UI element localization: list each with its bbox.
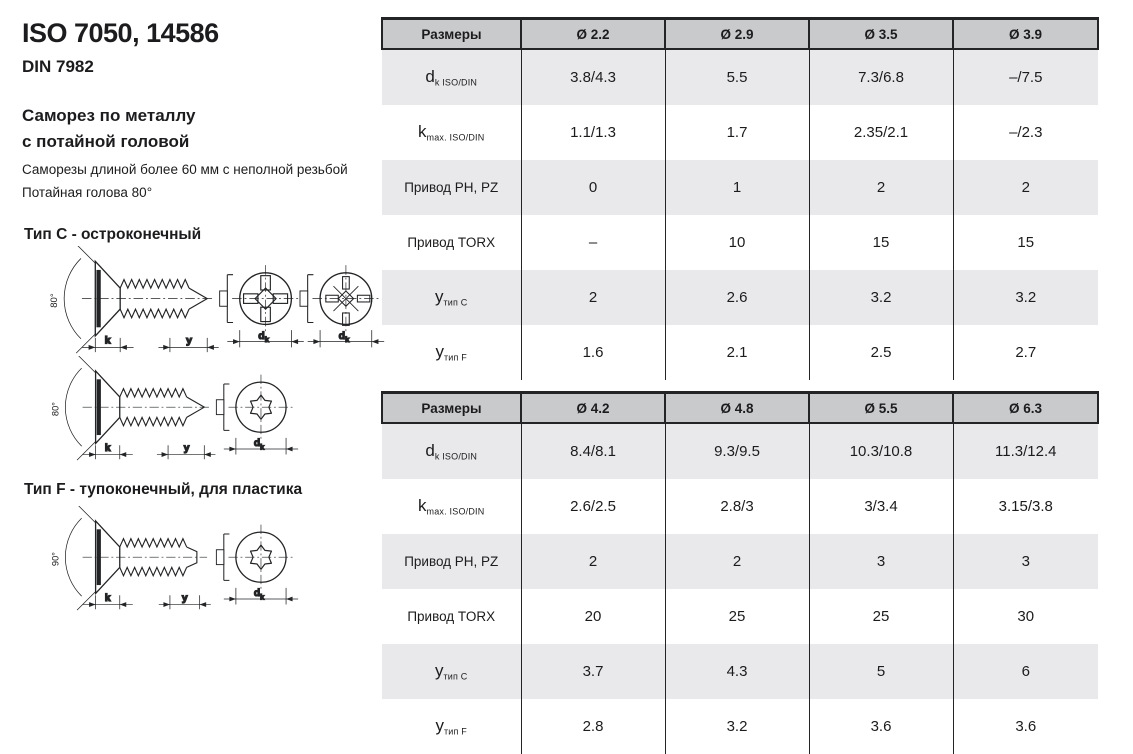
description-line1: Саморезы длиной более 60 мм с неполной резьбой (22, 162, 348, 177)
value-cell: 3.2 (953, 270, 1098, 325)
value-cell: 2.1 (665, 325, 809, 380)
table-row (382, 644, 1098, 699)
table-header-row (382, 393, 1098, 424)
value-cell: 10 (665, 215, 809, 270)
table-row (382, 325, 1098, 380)
value-cell: 3.6 (809, 699, 953, 754)
value-cell: 3 (953, 534, 1098, 589)
value-cell: 1.1/1.3 (521, 105, 665, 160)
din-subtitle: DIN 7982 (22, 57, 94, 76)
value-cell: 15 (953, 215, 1098, 270)
diameter-header-cell: Ø 2.9 (665, 19, 809, 50)
screw-side-view (64, 246, 219, 353)
value-cell: –/7.5 (953, 49, 1098, 105)
table-row (382, 105, 1098, 160)
value-cell: 10.3/10.8 (809, 423, 953, 479)
value-cell: 3.2 (665, 699, 809, 754)
type-f-heading: Тип F - тупоконечный, для пластика (24, 481, 303, 498)
value-cell: 3.6 (953, 699, 1098, 754)
value-cell: 3.7 (521, 644, 665, 699)
table-header-row (382, 19, 1098, 50)
value-cell: 8.4/8.1 (521, 423, 665, 479)
value-cell: 5.5 (665, 49, 809, 105)
type-c-screw-drawing-torx (38, 356, 313, 463)
value-cell: 2 (953, 160, 1098, 215)
row-label: Привод PH, PZ (404, 180, 499, 195)
row-label: $d_{k ISO/DIN}$ (425, 441, 478, 462)
value-cell: 2 (521, 534, 665, 589)
type-c-heading: Тип С - остроконечный (24, 226, 202, 243)
product-description (22, 158, 348, 204)
value-cell: 6 (953, 644, 1098, 699)
value-cell: 2 (809, 160, 953, 215)
value-cell: 20 (521, 589, 665, 644)
value-cell: 4.3 (665, 644, 809, 699)
table-row (382, 423, 1098, 479)
value-cell: 25 (809, 589, 953, 644)
value-cell: 3/3.4 (809, 479, 953, 534)
value-cell: 3.8/4.3 (521, 49, 665, 105)
value-cell: 2.35/2.1 (809, 105, 953, 160)
diameter-header-cell: Ø 2.2 (521, 19, 665, 50)
diameter-header-cell: Ø 4.8 (665, 393, 809, 424)
type-f-screw-drawing-torx (38, 506, 313, 613)
diameter-header-cell: Ø 6.3 (953, 393, 1098, 424)
row-label: $y_{тип F}$ (435, 716, 468, 737)
sizes-header-cell: Размеры (382, 19, 521, 50)
diameter-header-cell: Ø 3.9 (953, 19, 1098, 50)
row-label: $y_{тип F}$ (435, 342, 468, 363)
screw-side-view (65, 356, 215, 460)
value-cell: 2.8/3 (665, 479, 809, 534)
table-row (382, 534, 1098, 589)
diameter-header-cell: Ø 5.5 (809, 393, 953, 424)
dimensions-table-large-sizes (381, 391, 1099, 754)
value-cell: 9.3/9.5 (665, 423, 809, 479)
value-cell: 2.6/2.5 (521, 479, 665, 534)
value-cell: 2.5 (809, 325, 953, 380)
value-cell: –/2.3 (953, 105, 1098, 160)
torx-head-view (216, 375, 298, 455)
row-label: $y_{тип C}$ (434, 661, 468, 682)
value-cell: 30 (953, 589, 1098, 644)
head-angle-label: 80° (50, 402, 61, 417)
description-line2: Потайная голова 80° (22, 185, 153, 200)
table-row (382, 160, 1098, 215)
row-label: $k_{max. ISO/DIN}$ (418, 122, 485, 143)
row-label: $y_{тип C}$ (434, 287, 468, 308)
row-label: $d_{k ISO/DIN}$ (425, 67, 478, 88)
table-row (382, 49, 1098, 105)
diameter-header-cell: Ø 3.5 (809, 19, 953, 50)
value-cell: 2.8 (521, 699, 665, 754)
value-cell: 11.3/12.4 (953, 423, 1098, 479)
page-title: ISO 7050, 14586 (22, 18, 219, 48)
value-cell: 1.6 (521, 325, 665, 380)
dimensions-table-small-sizes (381, 17, 1099, 380)
value-cell: 3 (809, 534, 953, 589)
value-cell: 1.7 (665, 105, 809, 160)
value-cell: 7.3/6.8 (809, 49, 953, 105)
value-cell: 0 (521, 160, 665, 215)
value-cell: – (521, 215, 665, 270)
table-row (382, 215, 1098, 270)
screw-side-view (65, 506, 210, 610)
row-label: $k_{max. ISO/DIN}$ (418, 496, 485, 517)
value-cell: 3.15/3.8 (953, 479, 1098, 534)
head-angle-label: 80° (49, 293, 61, 308)
torx-head-view (216, 525, 298, 605)
pozidriv-head-view (300, 265, 384, 347)
product-name (22, 103, 195, 155)
table-row (382, 270, 1098, 325)
sizes-header-cell: Размеры (382, 393, 521, 424)
table-row (382, 479, 1098, 534)
product-name-line2: с потайной головой (22, 132, 190, 151)
value-cell: 2.7 (953, 325, 1098, 380)
phillips-head-view (220, 265, 304, 347)
value-cell: 2 (521, 270, 665, 325)
value-cell: 5 (809, 644, 953, 699)
value-cell: 2 (665, 534, 809, 589)
value-cell: 3.2 (809, 270, 953, 325)
table-row (382, 589, 1098, 644)
value-cell: 25 (665, 589, 809, 644)
value-cell: 2.6 (665, 270, 809, 325)
value-cell: 1 (665, 160, 809, 215)
row-label: Привод PH, PZ (404, 554, 499, 569)
row-label: Привод TORX (407, 235, 496, 250)
product-name-line1: Саморез по металлу (22, 106, 196, 125)
row-label: Привод TORX (407, 609, 496, 624)
type-c-screw-drawing-ph-pz (36, 246, 388, 356)
head-angle-label: 90° (50, 552, 61, 567)
table-row (382, 699, 1098, 754)
diameter-header-cell: Ø 4.2 (521, 393, 665, 424)
value-cell: 15 (809, 215, 953, 270)
